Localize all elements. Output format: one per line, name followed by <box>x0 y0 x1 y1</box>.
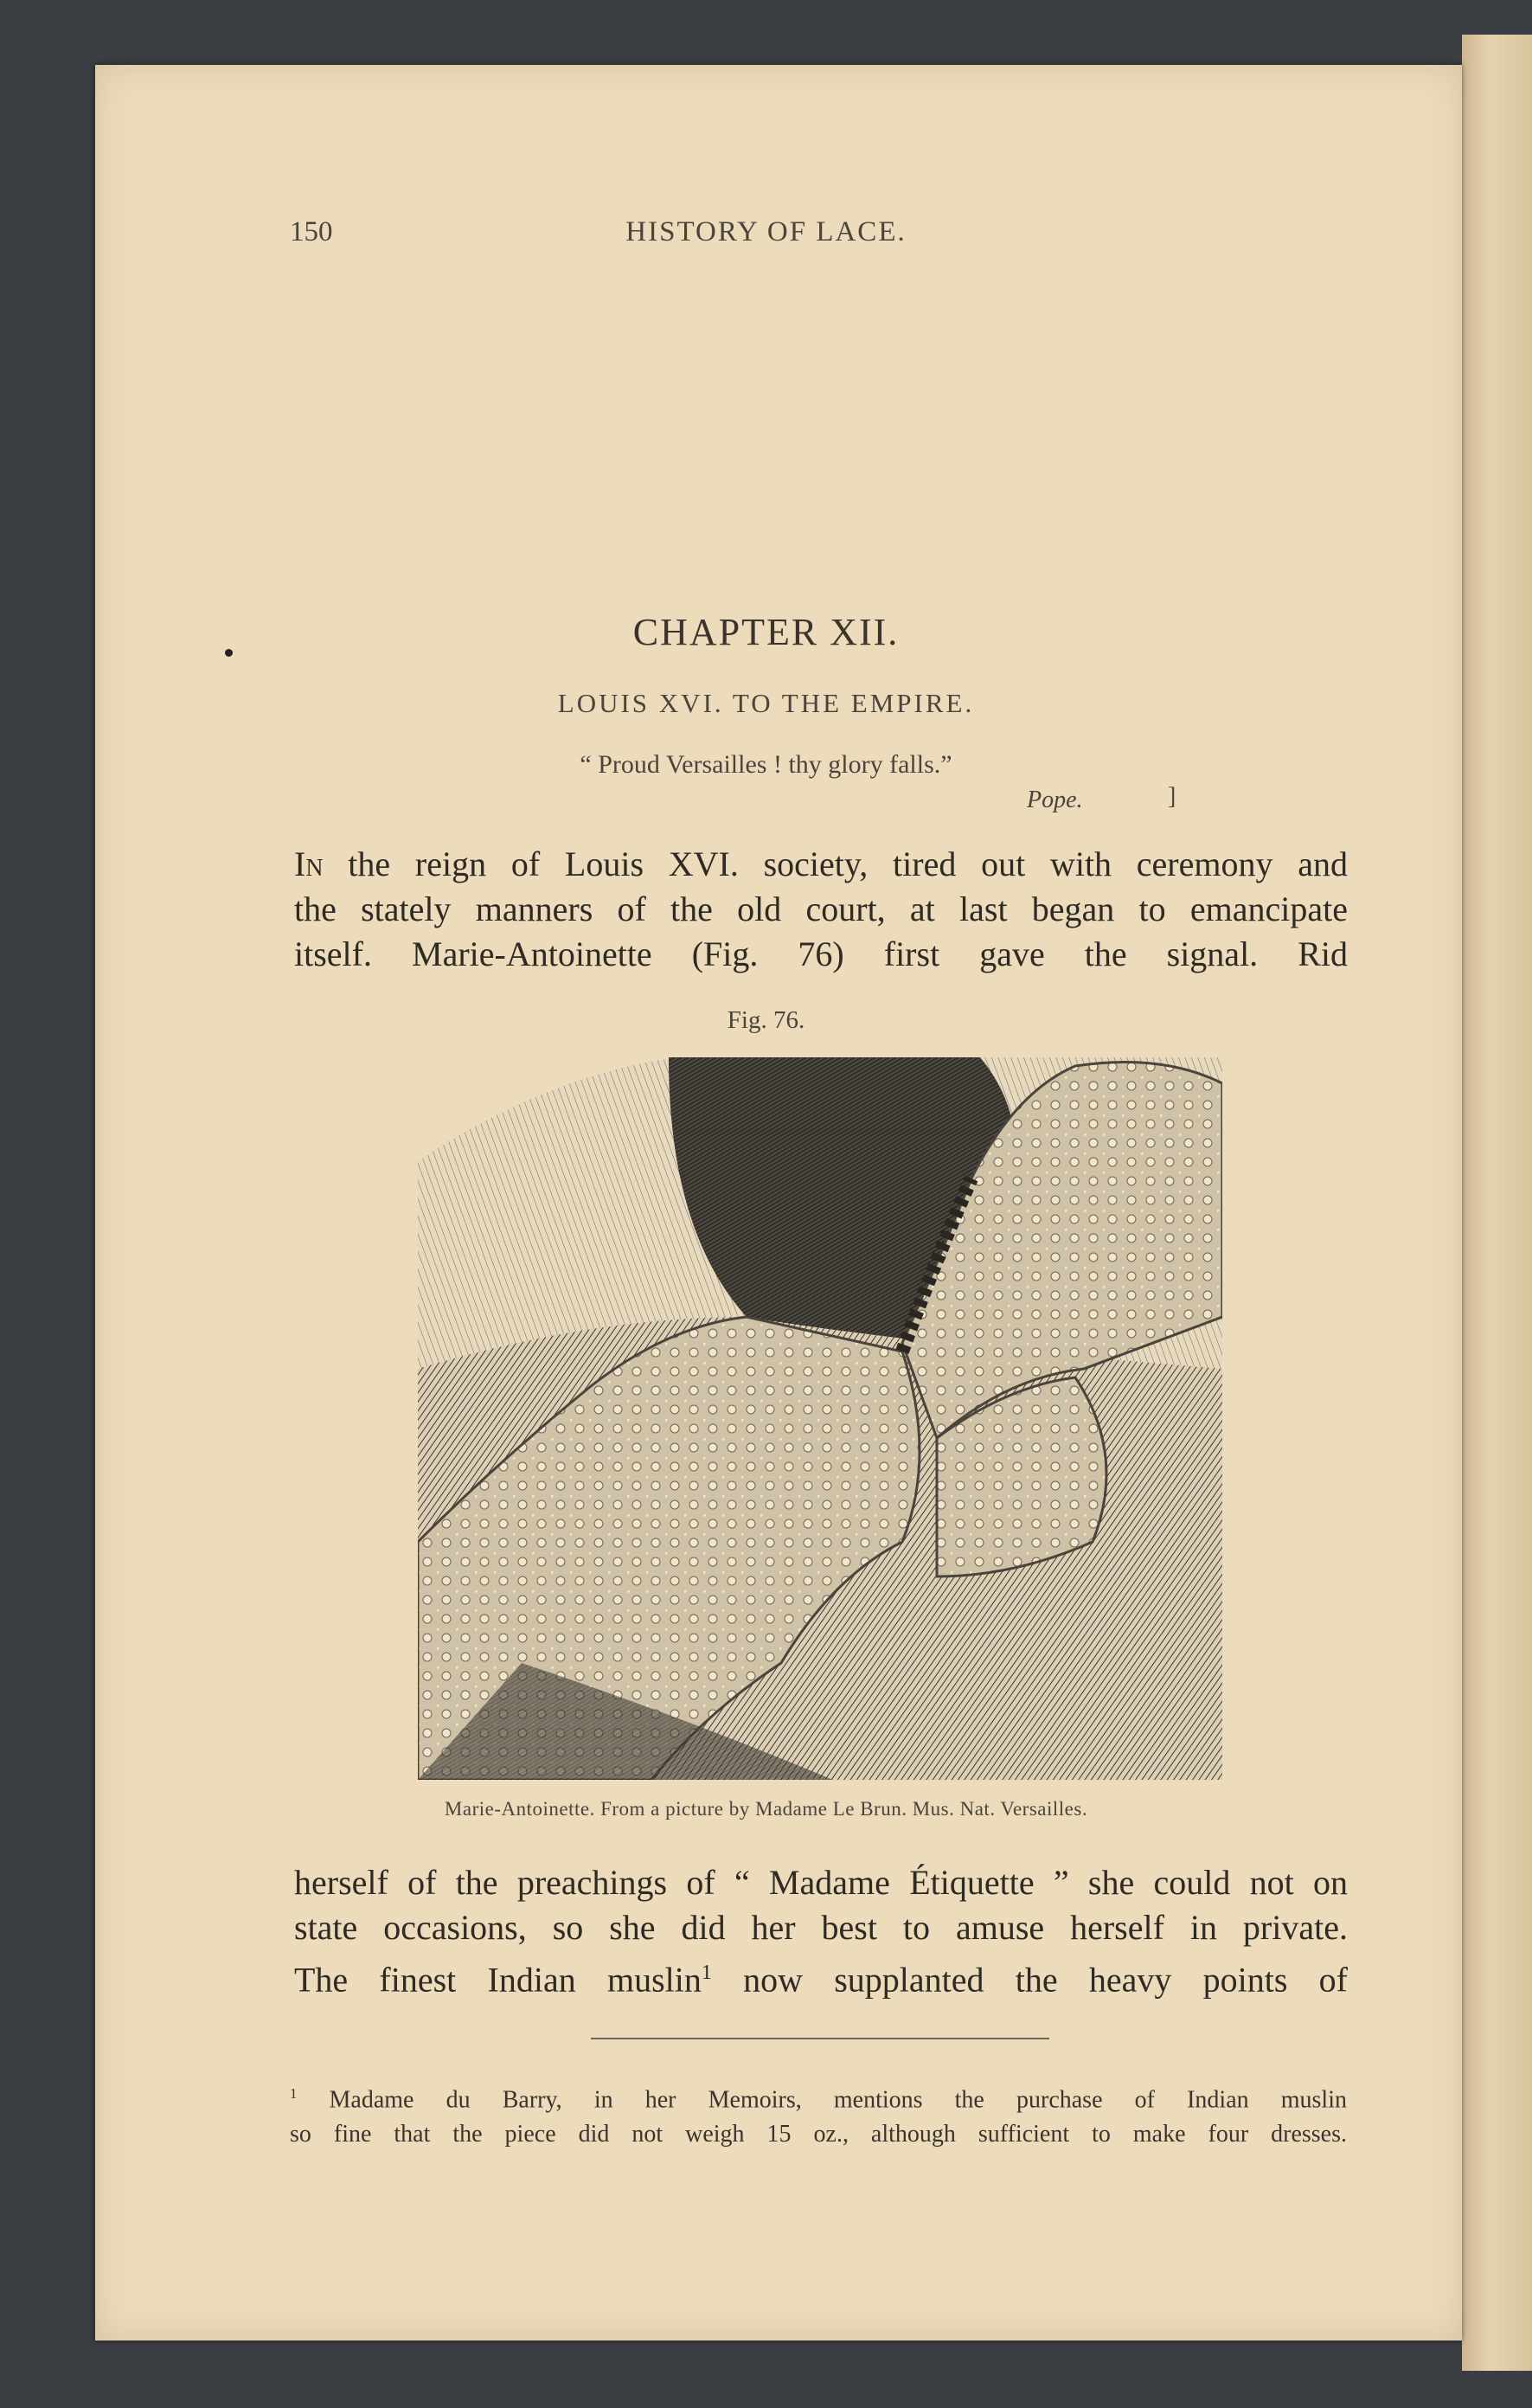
text-line: the stately manners of the old court, at last began to emancipate <box>294 889 1348 928</box>
text-fragment: now supplanted the heavy points of <box>711 1960 1348 2000</box>
footnote-marker: 1 <box>290 2085 298 2102</box>
text-fragment: Madame du Barry, in her Memoirs, mentions the purchase of Indian muslin <box>297 2086 1347 2114</box>
paragraph-intro <box>294 842 1348 977</box>
text-fragment: the reign of Louis XVI. society, tired out with ceremony and <box>323 844 1348 883</box>
figure-caption: Marie-Antoinette. From a picture by Madame Le Brun. Mus. Nat. Versailles. <box>444 1798 1088 1820</box>
chapter-heading: CHAPTER XII. <box>632 611 900 653</box>
running-title: HISTORY OF LACE. <box>625 216 907 247</box>
epigraph: “ Proud Versailles ! thy glory falls.” <box>580 750 952 779</box>
text-line: herself of the preachings of “ Madame Étiquette ” she could not on <box>294 1863 1348 1902</box>
page-number: 150 <box>290 216 333 247</box>
lace-engraving-illustration <box>418 1057 1222 1780</box>
figure-label: Fig. 76. <box>727 1006 805 1034</box>
book-spine-edge <box>1462 35 1532 2371</box>
running-head <box>0 216 1532 251</box>
text-line <box>290 2077 1347 2117</box>
stray-mark: ] <box>1168 783 1176 810</box>
dropcap-word: In <box>294 844 324 883</box>
footnote-divider <box>591 2038 1049 2039</box>
chapter-title: LOUIS XVI. TO THE EMPIRE. <box>557 688 975 718</box>
paragraph-continued <box>294 1860 1348 2002</box>
footnote-reference: 1 <box>701 1962 712 1984</box>
text-fragment: The finest Indian muslin <box>294 1960 702 2000</box>
text-line: so fine that the piece did not weigh 15 oz., although sufficient to make four dresses. <box>290 2121 1347 2148</box>
epigraph-attribution: Pope. <box>1027 787 1083 813</box>
text-line: state occasions, so she did her best to amuse herself in private. <box>294 1908 1348 1947</box>
text-line <box>294 842 1348 887</box>
footnote <box>290 2077 1347 2152</box>
text-line <box>294 1950 1348 2002</box>
text-line: itself. Marie-Antoinette (Fig. 76) first gave the signal. Rid <box>294 934 1348 973</box>
